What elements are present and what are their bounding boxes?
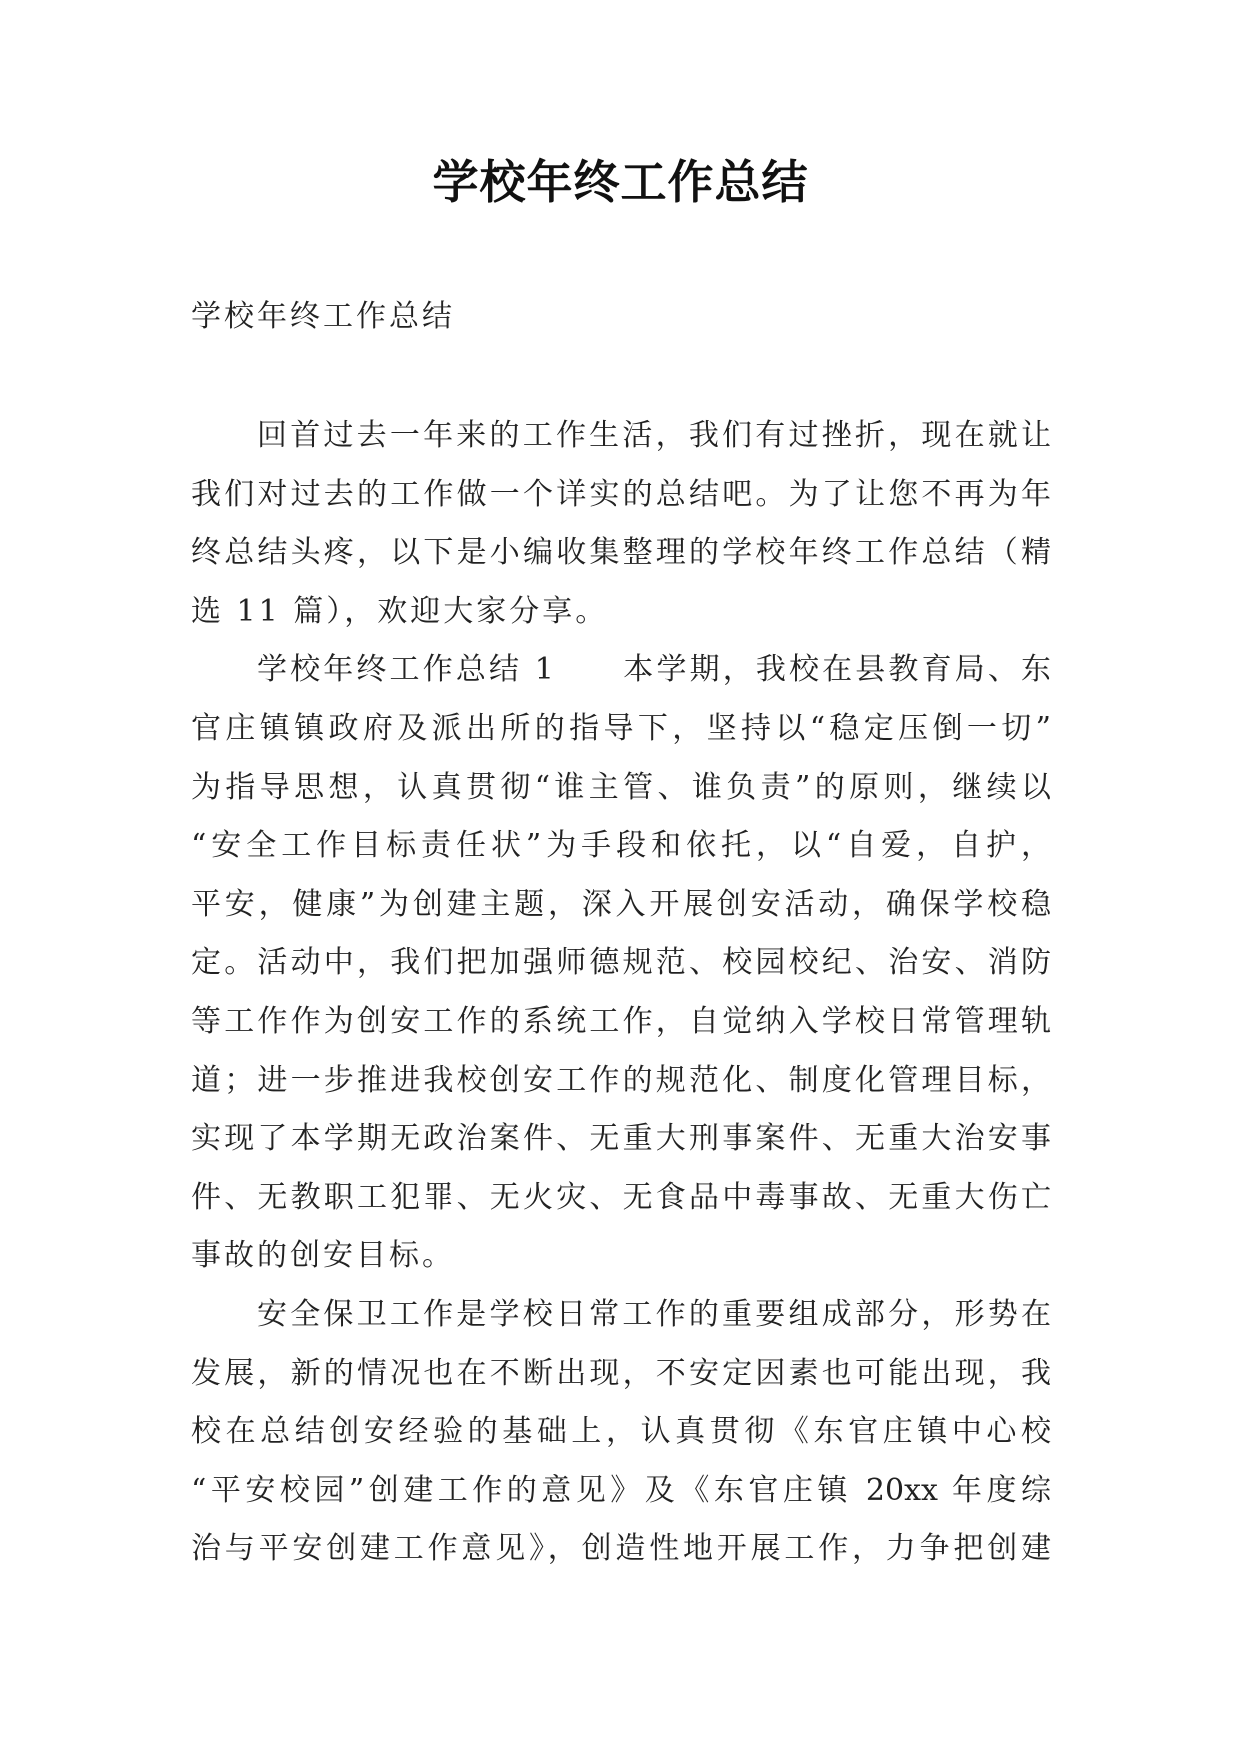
- body-line: 治与平安创建工作意见》，创造性地开展工作，力争把创建: [191, 1531, 1051, 1567]
- body-line: 件、无教职工犯罪、无火灾、无食品中毒事故、无重大伤亡: [191, 1179, 1051, 1215]
- body-line: 安全保卫工作是学校日常工作的重要组成部分，形势在: [257, 1296, 1051, 1332]
- body-line: 等工作作为创安工作的系统工作，自觉纳入学校日常管理轨: [191, 1003, 1051, 1039]
- document-subtitle: 学校年终工作总结: [191, 299, 455, 334]
- body-line: 回首过去一年来的工作生活，我们有过挫折，现在就让: [257, 418, 1051, 453]
- body-line: 终总结头疼，以下是小编收集整理的学校年终工作总结（精: [191, 535, 1051, 571]
- body-line: 我们对过去的工作做一个详实的总结吧。为了让您不再为年: [191, 476, 1051, 512]
- body-line: 为指导思想，认真贯彻“谁主管、谁负责”的原则，继续以: [191, 769, 1051, 805]
- document-body: [191, 407, 1051, 1579]
- body-line: 选 11 篇），欢迎大家分享。: [191, 593, 609, 629]
- body-line: 平安，健康”为创建主题，深入开展创安活动，确保学校稳: [191, 886, 1051, 922]
- body-line: 定。活动中，我们把加强师德规范、校园校纪、治安、消防: [191, 945, 1051, 981]
- body-line: 校在总结创安经验的基础上，认真贯彻《东官庄镇中心校: [191, 1414, 1051, 1450]
- body-line: 事故的创安目标。: [191, 1238, 455, 1274]
- body-line: 道；进一步推进我校创安工作的规范化、制度化管理目标，: [191, 1062, 1051, 1098]
- body-line: 学校年终工作总结 1 本学期，我校在县教育局、东: [257, 652, 1051, 688]
- document-title: 学校年终工作总结: [432, 155, 809, 209]
- body-line: “平安校园”创建工作的意见》及《东官庄镇 20xx 年度综: [191, 1472, 1051, 1508]
- body-line: 官庄镇镇政府及派出所的指导下，坚持以“稳定压倒一切”: [191, 710, 1051, 746]
- body-line: “安全工作目标责任状”为手段和依托，以“自爱，自护，: [191, 828, 1051, 864]
- body-line: 实现了本学期无政治案件、无重大刑事案件、无重大治安事: [191, 1121, 1051, 1157]
- body-line: 发展，新的情况也在不断出现，不安定因素也可能出现，我: [191, 1355, 1051, 1391]
